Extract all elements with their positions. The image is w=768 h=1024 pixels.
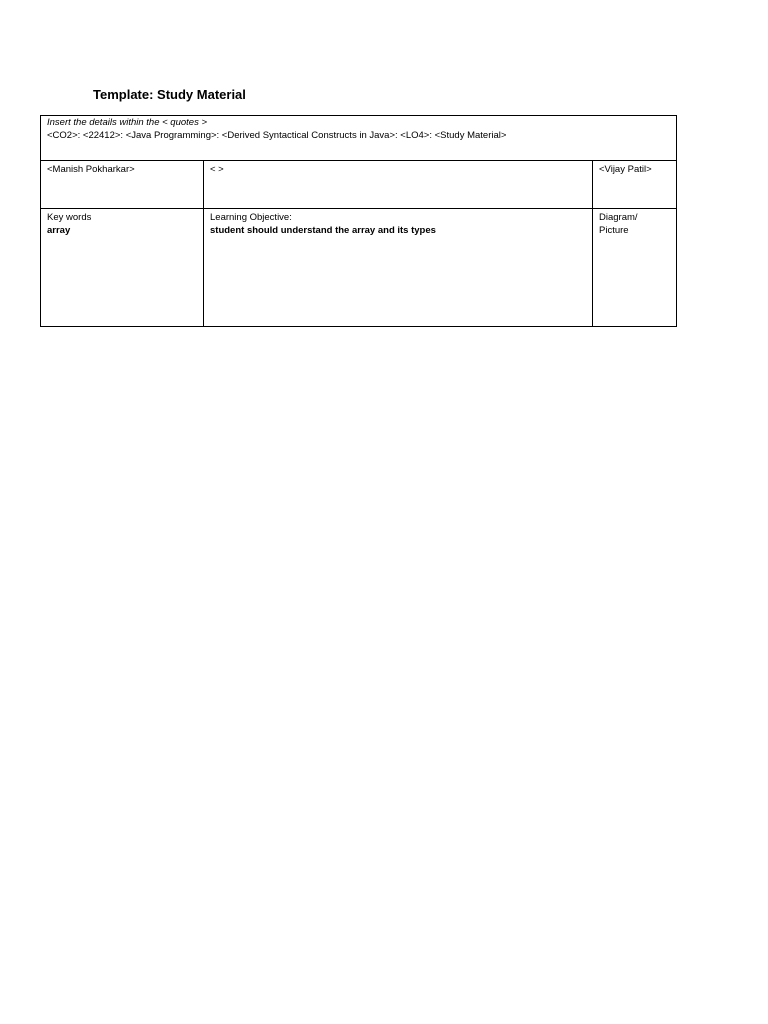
diagram-label-line2: Picture (599, 225, 629, 236)
column-divider-1 (203, 161, 204, 326)
author-name: <Manish Pokharkar> (47, 164, 135, 175)
keywords-label: Key words (47, 212, 92, 223)
author-cell (41, 161, 203, 176)
details-text: <CO2>: <22412>: <Java Programming>: <Derived Syntactical Constructs in Java>: <LO4>: <Study Material> (47, 130, 507, 141)
details-header-box (40, 115, 677, 161)
objective-cell (204, 209, 592, 237)
diagram-cell (593, 209, 677, 237)
content-table (40, 161, 677, 327)
instruction-text: Insert the details within the < quotes > (47, 117, 208, 128)
objective-label: Learning Objective: (210, 212, 292, 223)
column-divider-2 (592, 161, 593, 326)
diagram-label-line1: Diagram/ (599, 212, 638, 223)
reviewer-name: <Vijay Patil> (599, 164, 652, 175)
page-title: Template: Study Material (93, 87, 246, 102)
middle-placeholder: < > (210, 164, 224, 175)
middle-cell (204, 161, 592, 176)
keywords-value: array (47, 225, 71, 236)
keywords-cell (41, 209, 203, 237)
reviewer-cell (593, 161, 677, 176)
objective-value: student should understand the array and its types (210, 225, 436, 236)
